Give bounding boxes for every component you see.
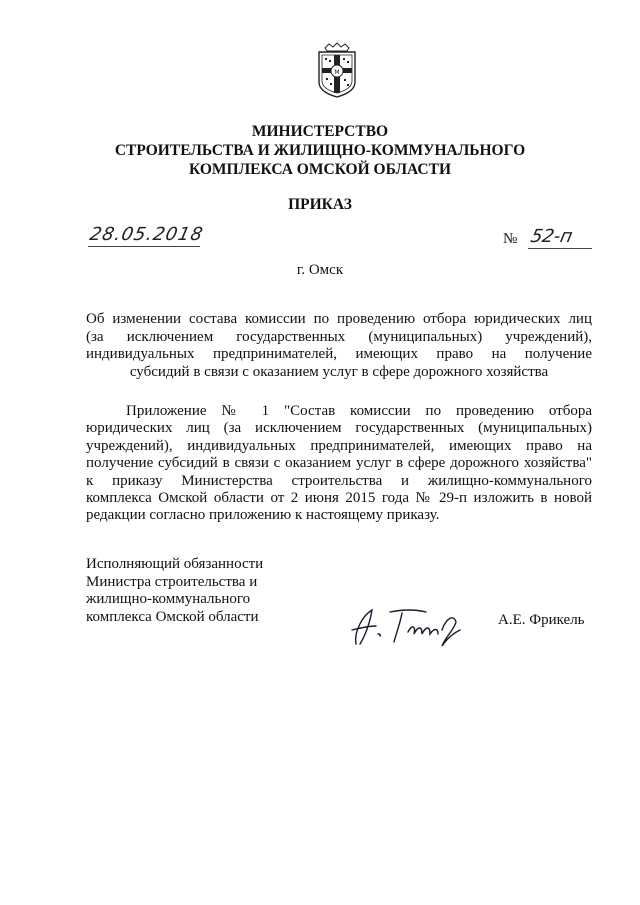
body-line: юридических лиц (за исключением государственных (муниципальных) xyxy=(86,420,592,437)
subject-line: субсидий в связи с оказанием услуг в сфере дорожного хозяйства xyxy=(129,363,549,380)
header-line: МИНИСТЕРСТВО xyxy=(251,123,389,140)
body-line: к приказу Министерства строительства и жилищно-коммунального xyxy=(86,472,592,489)
signer-position xyxy=(86,556,346,626)
signer-position-line: комплекса Омской области xyxy=(86,608,259,625)
subject-line: Об изменении состава комиссии по проведению отбора юридических лиц xyxy=(86,311,592,327)
signer-position-line: Министра строительства и xyxy=(86,573,258,590)
order-number: 52-п xyxy=(528,226,575,247)
signer-position-line: жилищно-коммунального xyxy=(86,591,251,607)
ministry-header xyxy=(40,122,600,179)
body-line: редакции согласно приложению к настоящему приказу. xyxy=(86,507,440,524)
signer-position-line: Исполняющий обязанности xyxy=(86,556,264,572)
subject-line: (за исключением государственных (муниципальных) учреждений), xyxy=(86,328,592,345)
header-line: КОМПЛЕКСА ОМСКОЙ ОБЛАСТИ xyxy=(188,161,452,178)
order-title: ПРИКАЗ xyxy=(288,196,352,213)
body-line: получение субсидий в связи с оказанием услуг в сфере дорожного хозяйства" xyxy=(86,455,592,472)
order-subject xyxy=(86,311,592,381)
svg-text:М: М xyxy=(334,69,340,76)
subject-line: индивидуальных предпринимателей, имеющих право на получение xyxy=(86,346,592,362)
city-name: г. Омск xyxy=(296,262,344,278)
coat-of-arms-icon xyxy=(316,42,358,98)
date-underline xyxy=(88,246,200,247)
number-underline xyxy=(528,248,592,249)
body-line: Приложение № 1 "Состав комиссии по проведению отбора xyxy=(126,403,592,419)
body-line: учреждений), индивидуальных предпринимателей, имеющих право на xyxy=(86,437,592,454)
signer-name: А.Е. Фрикель xyxy=(498,612,585,628)
number-sign: № xyxy=(503,231,518,247)
handwritten-signature xyxy=(342,604,474,648)
order-body xyxy=(86,403,592,525)
header-line: СТРОИТЕЛЬСТВА И ЖИЛИЩНО-КОММУНАЛЬНОГО xyxy=(114,142,526,159)
body-line: комплекса Омской области от 2 июня 2015 года № 29-п изложить в новой xyxy=(86,490,592,507)
order-date: 28.05.2018 xyxy=(87,224,206,245)
